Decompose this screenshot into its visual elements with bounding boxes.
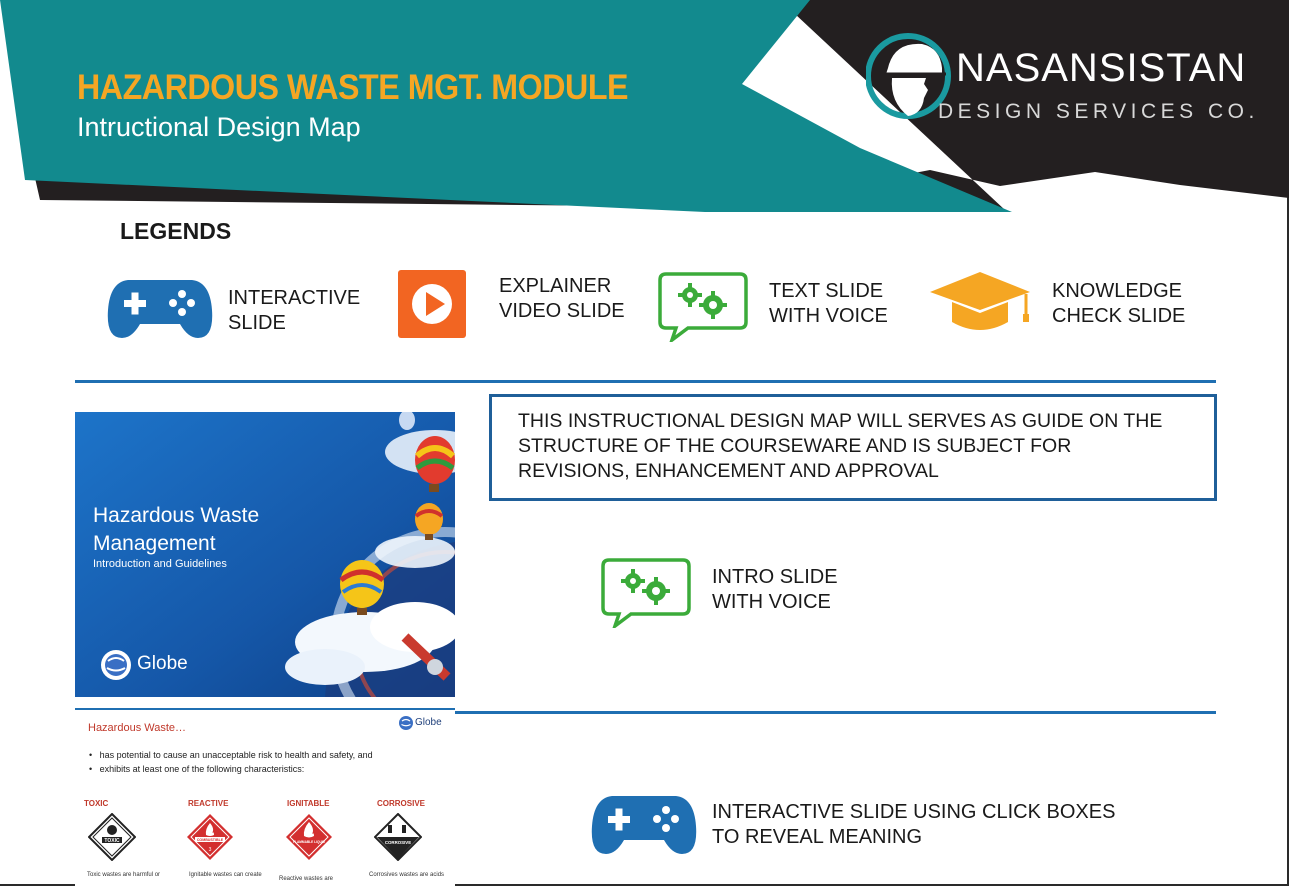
toxic-sign-icon (88, 813, 136, 861)
thumb-bullet-text: exhibits at least one of the following characteristics: (99, 764, 305, 774)
slide-thumbnail-intro (75, 412, 455, 697)
legend-video (398, 270, 466, 343)
corrosive-sign-icon (374, 813, 422, 861)
thumb-title: Hazardous Waste Management (93, 504, 260, 555)
globe-logo-icon (100, 649, 132, 681)
graduation-cap-icon (928, 272, 1032, 334)
flammable-sign-icon (285, 813, 333, 861)
thumb-bullet-text: has potential to cause an unacceptable risk to health and safety, and (99, 750, 373, 760)
thumb-brand: Globe (415, 717, 442, 728)
logo-name: NASANSISTAN (956, 46, 1247, 90)
slide-type-interactive (590, 792, 698, 861)
speech-gears-icon (658, 272, 748, 342)
thumb-brand: Globe (137, 653, 188, 674)
legend-label-knowledge: KNOWLEDGE CHECK SLIDE (1052, 280, 1186, 327)
corrosive-sign-text: CORROSIVE (384, 840, 412, 845)
hazard-label-corrosive: CORROSIVE (377, 799, 426, 808)
hazard-label-toxic: TOXIC (84, 799, 109, 808)
thumb-bullet: • has potential to cause an unacceptable risk to health and safety, and (89, 750, 373, 760)
thumb-bullet: • exhibits at least one of the following characteristics: (89, 764, 305, 774)
svg-text:3: 3 (208, 847, 212, 853)
play-icon (398, 270, 466, 338)
hazard-label-reactive: REACTIVE (188, 799, 229, 808)
toxic-sign-text: TOXIC (104, 838, 120, 844)
notice-box (489, 394, 1217, 501)
combustible-sign-text: COMBUSTIBLE (196, 838, 224, 842)
thumb-top-bar (75, 708, 455, 710)
legend-label-interactive: INTERACTIVE SLIDE (228, 287, 361, 334)
legend-knowledge (928, 272, 1032, 339)
hazard-desc-ignitable: Reactive wastes are (279, 876, 334, 882)
hazard-label-ignitable: IGNITABLE (287, 799, 330, 808)
page-title: HAZARDOUS WASTE MGT. MODULE (77, 68, 629, 107)
logo-tagline: DESIGN SERVICES CO. (938, 100, 1259, 123)
legends-heading: LEGENDS (120, 218, 232, 244)
slide-type-intro (601, 558, 691, 633)
gamepad-icon (106, 276, 214, 340)
thumb-subtitle: Introduction and Guidelines (93, 558, 227, 570)
section-divider (75, 380, 1216, 383)
legend-text (658, 272, 748, 347)
thumb-title: Hazardous Waste… (88, 722, 187, 734)
legend-label-text: TEXT SLIDE WITH VOICE (769, 280, 888, 327)
speech-gears-icon (601, 558, 691, 628)
legend-label-video: EXPLAINER VIDEO SLIDE (499, 275, 625, 322)
hazard-desc-reactive: Ignitable wastes can create (189, 872, 262, 878)
notice-text: THIS INSTRUCTIONAL DESIGN MAP WILL SERVES AS GUIDE ON THE STRUCTURE OF THE COURSEWARE AND IS SUBJECT FOR REVISIONS, ENHANCEMENT AND APPROVAL (518, 410, 1163, 482)
gamepad-icon (590, 792, 698, 856)
flammable-sign-text: FLAMMABLE LIQUID (293, 840, 325, 844)
company-logo (866, 28, 1266, 128)
slide-type-label-interactive: INTERACTIVE SLIDE USING CLICK BOXES TO REVEAL MEANING (712, 801, 1116, 848)
combustible-sign-icon (186, 813, 234, 861)
hazard-desc-toxic: Toxic wastes are harmful or (87, 872, 161, 878)
page-subtitle: Intructional Design Map (77, 112, 361, 142)
slide-type-label-intro: INTRO SLIDE WITH VOICE (712, 566, 838, 613)
hazard-desc-corrosive: Corrosives wastes are acids (369, 872, 445, 878)
globe-logo-icon (398, 715, 414, 731)
legend-interactive (106, 276, 214, 345)
slide-thumbnail-hazards (75, 708, 455, 886)
